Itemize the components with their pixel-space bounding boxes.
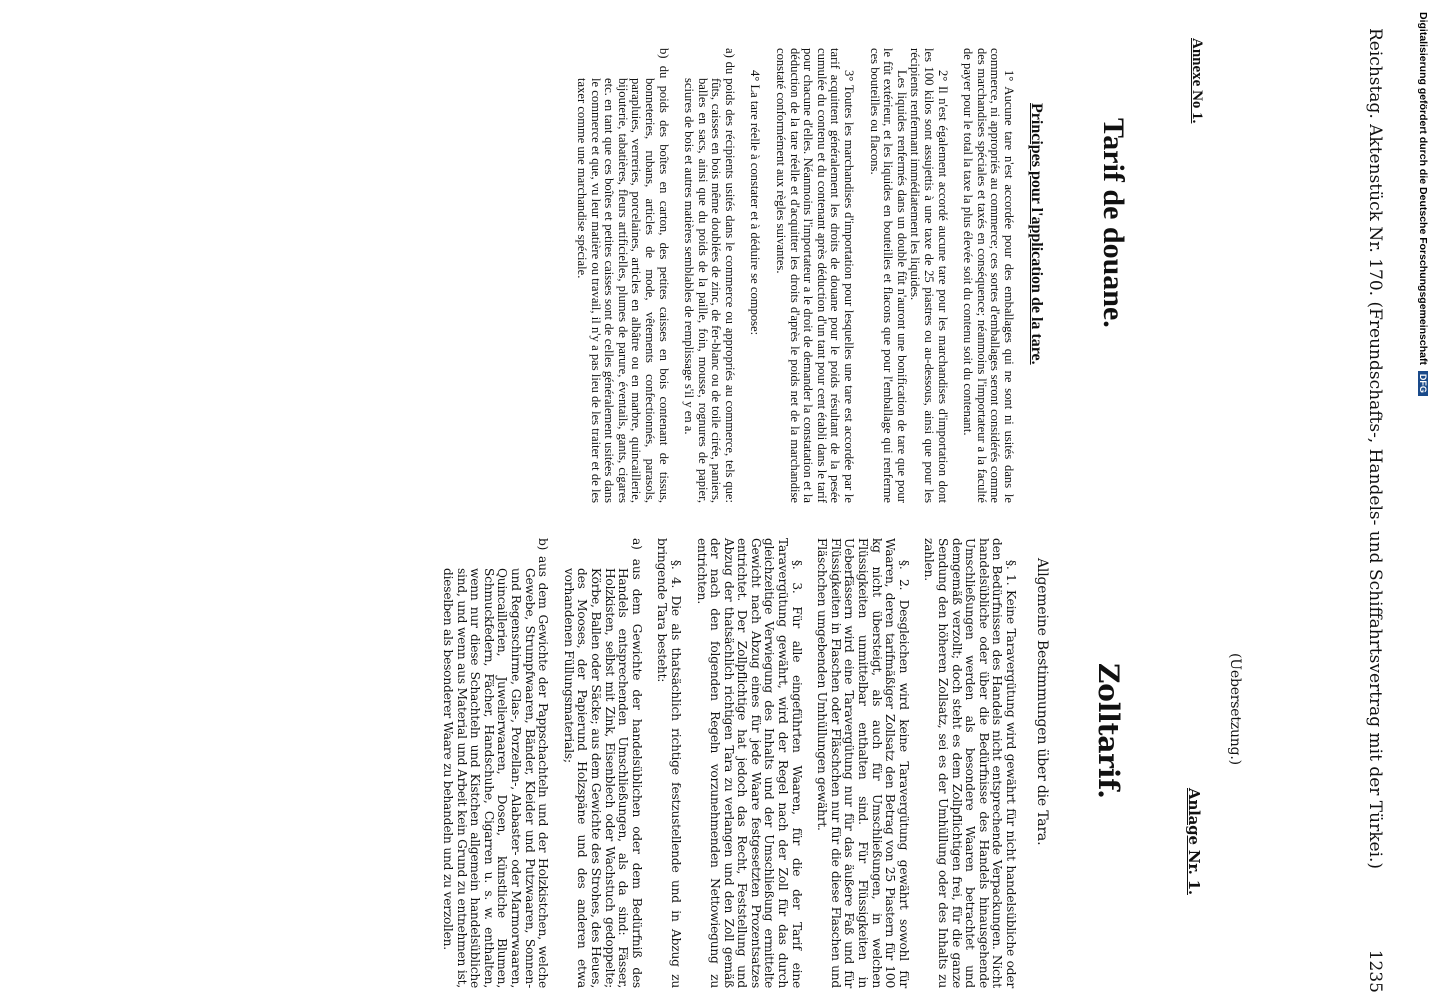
credit-text: Digitalisierung gefördert durch die Deutsche Forschungsgemeinschaft [1417,12,1429,365]
paragraph-fr-1: 1° Aucune tare n'est accordée pour des emballages qui ne sont ni usités dans le commerce, ni appropriés au commerce; ces sortes d'emballages seront considérés comme des marchandises spéciales et taxés en conséquence; néanmoins l'importateur a la faculté de payer pour le total la taxe la plus élevée soit du contenu soit du contenant. [961,48,1016,503]
header-text: Reichstag. Aktenstück Nr. 170. (Freundschafts-, Handels- und Schiffahrtsvertrag mit der Türkei.) [1365,28,1385,870]
item-fr-a: a) du poids des récipients usités dans le commerce ou appropriés au commerce, tels que: fûts, caisses en bois même doublées de zinc, de fer-blanc ou de toile cirée, paniers, balles en sacs, ainsi que du poids de la paille, foin, mousse, rognures de papier, sciures de bois et autres matières semblables de remplissage s'il y en a. [682,48,737,503]
german-body [440,538,1017,988]
paragraph-de-1: §. 1. Keine Taravergütung wird gewährt für nicht handelsübliche oder den Bedürfnissen des Handels nicht entsprechende Verpackungen. Nicht handelsübliche oder über die Bedürfnisse des Handels hinausgehende Umschließungen werden als besondere Waaren betrachtet und demgemäß verzollt; doch steht es dem Zollpflichtigen frei, für die ganze Sendung den höheren Zollsatz, sei es der Umhüllung oder des Inhalts zu zahlen. [922,538,1018,988]
running-header [1365,28,1385,928]
paragraph-de-2: §. 2. Desgleichen wird keine Taravergütung gewährt sowohl für Waaren, deren tarifmäßiger Zollsatz den Betrag von 25 Piastern für 100 kg nicht übersteigt, als auch für Umschließungen, in welchen Flüssigkeiten unmittelbar enthalten sind. Für Flüssigkeiten in Ueberfässern wird eine Taravergütung nur für das äußere Faß und für Flüssigkeiten in Flaschen oder Fläschchen nur für die diese Flaschen und Fläschchen umgebenden Umhüllungen gewährt. [815,538,911,988]
translation-note: (Uebersetzung.) [1227,653,1243,765]
french-body [574,48,1015,503]
rotated-sheet [10,8,1395,993]
section-title-fr: Principes pour l'application de la tare. [1028,103,1045,365]
page-number: 1235 [1365,949,1385,993]
paragraph-fr-4: 3° Toutes les marchandises d'importation pour lesquelles une tare est accordée par le tarif acquittent généralement les droits de douane pour le poids résultant de la pesée cumulée du contenu et du contenant après déduction d'un tant pour cent établi dans le tarif pour chacune d'elles. Néanmoins l'importateur a le droit de demander la constatation et la déduction de la tare réelle et d'acquitter les droits d'après le poids net de la marchandise constaté conformément aux règles suivantes. [774,48,857,503]
item-de-b: b) aus dem Gewichte der Pappschachteln und der Holzkistchen, welche Gewebe, Strumpfwaaren, Bänder, Kleider und Putzwaaren, Sonnen- und Regenschirme, Glas-, Porzellan-, Alabaster- oder Marmorwaaren, Quincaillerien, Juwelierwaaren, Dosen, künstliche Blumen, Schmuckfedern, Fächer, Handschuhe, Cigarren u. s. w. enthalten, wenn nur diese Schachteln und Kistchen allgemein handelsübliche sind, und wenn aus Material und Arbeit kein Grund zu entnehmen ist, dieselben als besonderer Waare zu behandeln und zu verzollen. [441,538,551,988]
annex-label-de: Anlage Nr. 1. [1185,788,1203,895]
item-de-a: a) aus dem Gewichte der handelsüblichen oder dem Bedürfniß des Handels entsprechenden Umschließungen, als da sind: Fässer, Holzkisten, selbst mit Zink, Eisenblech oder Wachstuch gedoppelte; Körbe, Ballen oder Säcke; aus dem Gewichte des Strohes, des Heues, des Mooses, der Papierund Holzspäne und des anderen etwa vorhandenen Füllungsmaterials; [561,538,644,988]
digitization-credit [1417,12,1429,592]
paragraph-fr-3: Les liquides renfermés dans un double fût n'auront une bonification de tare que pour le fût extérieur, et les liquides en bouteilles et flacons que pour l'emballage qui renferme ces bouteilles ou flacons. [867,48,909,503]
paragraph-fr-2: 2° Il n'est également accordé aucune tare pour les marchandises d'importation dont les 100 kilos sont assujettis à une taxe de 25 piastres ou au-dessous, ainsi que pour les récipients renfermant immédiatement les liquides. [908,48,950,503]
annex-label-fr: Annexe No 1. [1189,38,1205,124]
section-title-de: Allgemeine Bestimmungen über die Tara. [1034,558,1050,846]
paragraph-de-4: §. 4. Die als thatsächlich richtige festzustellende und in Abzug zu bringende Tara besteht: [655,538,683,988]
title-de: Zolltarif. [1092,663,1125,799]
paragraph-de-3: §. 3. Für alle eingeführten Waaren, für die der Tarif eine Taravergütung gewährt, wird der Regel nach der Zoll für das durch gleichzeitige Verwiegung des Inhalts und der Umschließung ermittelte Gewicht nach Abzug eines für jede Waare festgesetzten Prozentsatzes entrichtet. Der Zollpflichtige hat jedoch das Recht, Feststellung und Abzug der thatsächlich richtigen Tara zu verlangen und den Zoll gemäß der nach den folgenden Regeln vorzunehmenden Nettowiegung zu entrichten. [694,538,804,988]
paragraph-fr-5: 4° La tare réelle à constater et à déduire se compose: [748,70,763,336]
dfg-logo: DFG [1418,371,1428,396]
title-fr: Tarif de douane. [1097,118,1130,328]
item-fr-b: b) du poids des boîtes en carton, des petites caisses en bois contenant de tissus, bonneteries, rubans, articles de mode, vêtements confectionnés, parasols, parapluies, verreries, porcelaines, articles en albâtre ou en marbre, quincaillerie, bijouterie, tabatières, fleurs artificielles, plumes de parure, éventails, gants, cigares etc. en tant que ces boîtes et petites caisses sont de celles généralement usitées dans le commerce et que, vu leur matière ou travail, il n'y a pas lieu de les traiter et de les taxer comme une marchandise spéciale. [574,48,671,503]
